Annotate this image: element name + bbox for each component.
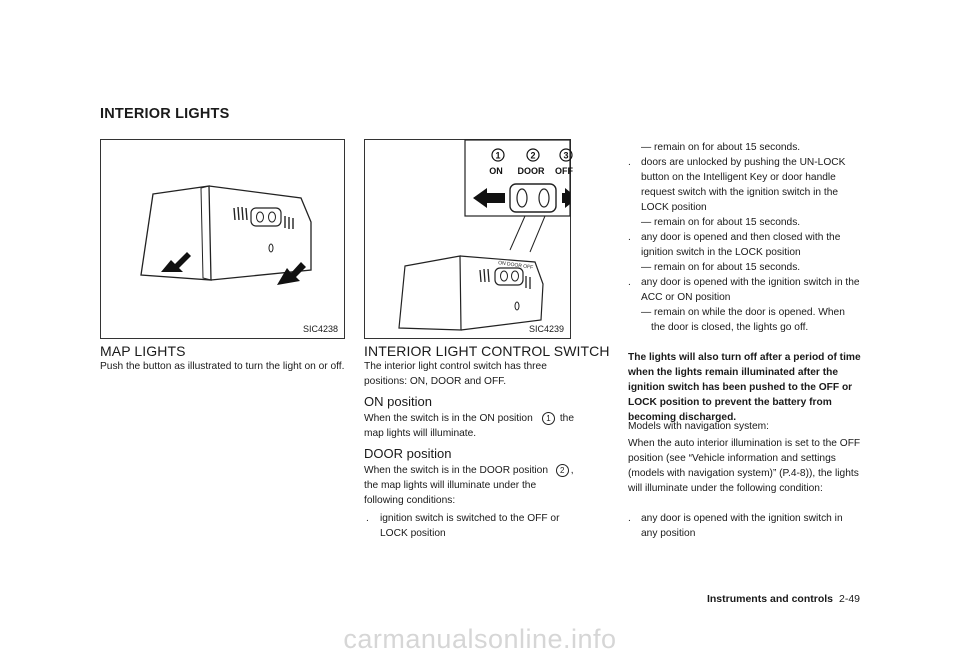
map-lights-text: Push the button as illustrated to turn the light on or off. xyxy=(100,361,345,372)
bullet-item: . doors are unlocked by pushing the UN-LOCK button on the Intelligent Key or door handle request switch with the ignition switch in the LOCK position xyxy=(628,157,846,213)
page-footer xyxy=(707,593,860,605)
auto-illumination-paragraph: When the auto interior illumination is set to the OFF position (see “Vehicle information and settings (models with navigation system)” (P.4-8)), the lights will illuminate under the following condition: xyxy=(628,438,861,494)
fig-small-label: ON DOOR OFF xyxy=(497,260,534,271)
fig-label-off: OFF xyxy=(555,166,573,176)
dash-item: — remain on for about 15 seconds. xyxy=(641,217,801,228)
page-number: 2-49 xyxy=(838,593,860,605)
dash-item: — remain on for about 15 seconds. xyxy=(641,142,801,153)
control-switch-heading: INTERIOR LIGHT CONTROL SWITCH xyxy=(364,343,610,359)
control-switch-figure xyxy=(364,139,571,339)
dash-item: — remain on for about 15 seconds. xyxy=(641,262,801,273)
dash-item: — remain on while the door is opened. When the door is closed, the lights go off. xyxy=(641,307,845,333)
bullet-item: . any door is opened with the ignition switch in the ACC or ON position xyxy=(628,277,860,303)
circled-number-1: 1 xyxy=(542,412,555,425)
on-position-text: When the switch is in the ON position 1 the map lights will illuminate. xyxy=(364,413,574,439)
fig-num-2: 2 xyxy=(530,150,536,161)
bullet-item: . any door is opened and then closed with the ignition switch in the LOCK position xyxy=(628,232,841,258)
fig-num-1: 1 xyxy=(495,150,501,161)
watermark: carmanualsonline.info xyxy=(343,624,617,654)
section-title: INTERIOR LIGHTS xyxy=(100,106,230,122)
bullet-item: . any door is opened with the ignition switch in any position xyxy=(628,513,843,539)
door-position-heading: DOOR position xyxy=(364,446,452,461)
door-position-text: When the switch is in the DOOR position 2 , the map lights will illuminate under the following conditions: xyxy=(364,465,574,506)
on-position-heading: ON position xyxy=(364,394,432,409)
circled-number-2: 2 xyxy=(556,464,569,477)
left-push-arrow xyxy=(161,252,191,272)
bullet-item: . ignition switch is switched to the OFF or LOCK position xyxy=(366,513,560,539)
navigation-paragraph: Models with navigation system: xyxy=(628,421,769,432)
fig-num-3: 3 xyxy=(563,150,569,161)
control-switch-intro: The interior light control switch has three positions: ON, DOOR and OFF. xyxy=(364,361,547,387)
map-lights-illustration xyxy=(101,140,344,338)
map-lights-figure xyxy=(100,139,345,339)
fig-label-on: ON xyxy=(489,166,503,176)
figure-code: SIC4238 xyxy=(302,324,338,334)
map-lights-heading: MAP LIGHTS xyxy=(100,343,186,359)
bold-paragraph: The lights will also turn off after a period of time when the lights remain illuminated after the ignition switch has been pushed to the OFF or LOCK position to prevent the battery from becoming discharged. xyxy=(628,352,861,423)
control-switch-illustration xyxy=(365,140,573,338)
figure-code: SIC4239 xyxy=(528,324,564,334)
fig-label-door: DOOR xyxy=(517,166,545,176)
footer-section: Instruments and controls xyxy=(706,593,833,605)
